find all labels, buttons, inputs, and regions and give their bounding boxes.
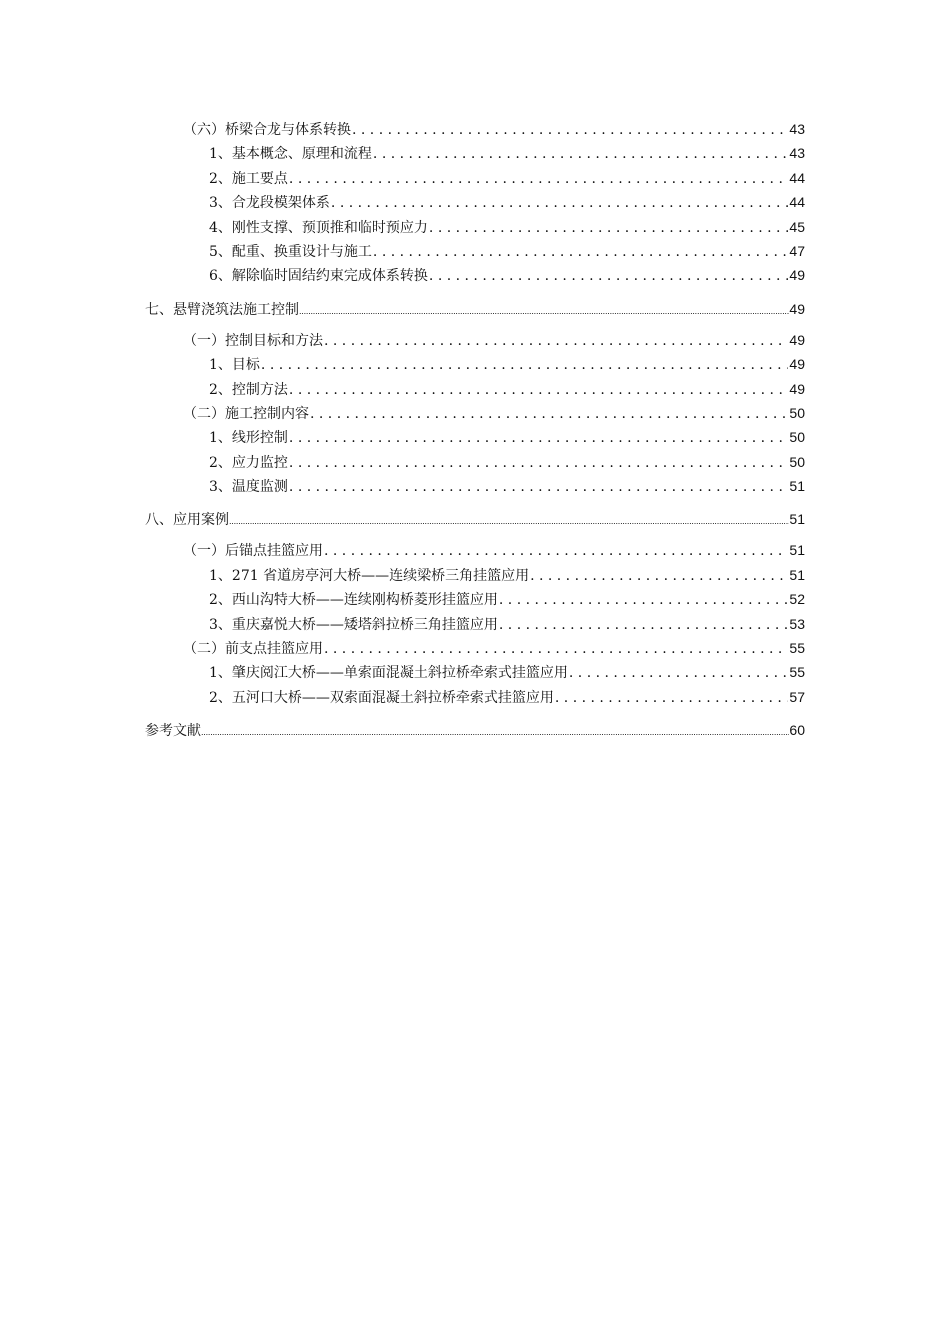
toc-entry-title: 七、悬臂浇筑法施工控制 (145, 300, 299, 317)
toc-dot-leader (555, 686, 789, 709)
table-of-contents (145, 117, 805, 749)
toc-dot-leader (289, 451, 789, 474)
toc-dot-leader (569, 661, 789, 684)
toc-entry-title: （一）后锚点挂篮应用 (183, 543, 323, 560)
toc-entry-title: 1、肇庆阅江大桥——单索面混凝土斜拉桥牵索式挂篮应用 (209, 665, 568, 682)
toc-entry-page-number: 47 (789, 242, 805, 259)
toc-entry-page-number: 49 (789, 300, 805, 317)
toc-entry-title: 2、西山沟特大桥——连续刚构桥菱形挂篮应用 (209, 592, 498, 609)
toc-entry-title: 2、应力监控 (209, 454, 288, 471)
toc-dot-leader (499, 588, 789, 611)
toc-entry[interactable] (145, 141, 805, 165)
toc-entry[interactable] (145, 685, 805, 709)
toc-entry-page-number: 51 (789, 542, 805, 559)
toc-entry[interactable] (145, 450, 805, 474)
toc-dot-leader (373, 240, 789, 263)
toc-entry[interactable] (145, 190, 805, 214)
toc-entry-page-number: 51 (789, 511, 805, 528)
toc-entry[interactable] (145, 352, 805, 376)
toc-entry-page-number: 51 (789, 478, 805, 495)
toc-dot-leader (289, 475, 789, 498)
toc-dot-leader (324, 637, 788, 660)
toc-entry-title: （二）前支点挂篮应用 (183, 641, 323, 658)
toc-entry-title: 6、解除临时固结约束完成体系转换 (209, 268, 428, 285)
toc-dot-leader (429, 216, 789, 239)
toc-dot-leader (289, 378, 789, 401)
toc-entry-title: 1、基本概念、原理和流程 (209, 146, 372, 163)
toc-entry-page-number: 49 (789, 356, 805, 373)
toc-dot-leader (299, 298, 789, 320)
toc-entry-page-number: 49 (789, 267, 805, 284)
toc-entry-title: 参考文献 (145, 722, 201, 739)
toc-entry-title: 1、271 省道房亭河大桥——连续梁桥三角挂篮应用 (209, 567, 530, 584)
toc-dot-leader (310, 402, 788, 425)
toc-dot-leader (289, 426, 789, 449)
toc-entry[interactable] (145, 719, 805, 741)
toc-entry[interactable] (145, 612, 805, 636)
toc-entry[interactable] (145, 239, 805, 263)
toc-entry-page-number: 44 (789, 169, 805, 186)
toc-entry-page-number: 55 (789, 640, 805, 657)
toc-entry-title: （一）控制目标和方法 (183, 332, 323, 349)
toc-entry[interactable] (145, 474, 805, 498)
toc-dot-leader (429, 264, 789, 287)
toc-entry-title: 1、线形控制 (209, 430, 288, 447)
toc-entry-title: 2、五河口大桥——双索面混凝土斜拉桥牵索式挂篮应用 (209, 689, 554, 706)
toc-entry-page-number: 50 (789, 404, 805, 421)
toc-dot-leader (201, 719, 789, 741)
toc-entry-title: （二）施工控制内容 (183, 405, 309, 422)
toc-entry-title: 2、控制方法 (209, 381, 288, 398)
toc-entry-page-number: 55 (789, 664, 805, 681)
toc-entry-page-number: 43 (789, 121, 805, 137)
toc-entry-title: 5、配重、换重设计与施工 (209, 243, 372, 260)
toc-entry-title: （六）桥梁合龙与体系转换 (183, 122, 351, 138)
toc-entry-page-number: 49 (789, 380, 805, 397)
toc-entry[interactable] (145, 328, 805, 352)
toc-entry[interactable] (145, 636, 805, 660)
toc-entry[interactable] (145, 401, 805, 425)
toc-entry-page-number: 52 (789, 591, 805, 608)
toc-dot-leader (352, 118, 788, 141)
toc-entry[interactable] (145, 298, 805, 320)
toc-dot-leader (229, 508, 789, 530)
toc-entry-title: 4、刚性支撑、预顶推和临时预应力 (209, 219, 428, 236)
toc-entry-page-number: 45 (789, 218, 805, 235)
toc-entry-page-number: 50 (789, 429, 805, 446)
toc-entry[interactable] (145, 425, 805, 449)
toc-entry[interactable] (145, 263, 805, 287)
toc-entry-title: 1、目标 (209, 357, 260, 374)
toc-dot-leader (530, 564, 788, 587)
toc-entry[interactable] (145, 117, 805, 141)
toc-entry-page-number: 57 (789, 688, 805, 705)
toc-entry[interactable] (145, 660, 805, 684)
toc-entry[interactable] (145, 538, 805, 562)
toc-entry[interactable] (145, 377, 805, 401)
toc-entry-title: 3、合龙段模架体系 (209, 195, 330, 212)
toc-dot-leader (289, 167, 789, 190)
toc-entry[interactable] (145, 508, 805, 530)
toc-dot-leader (373, 142, 789, 165)
toc-dot-leader (324, 329, 788, 352)
toc-dot-leader (324, 539, 788, 562)
toc-entry-page-number: 60 (789, 722, 805, 739)
toc-entry-title: 3、温度监测 (209, 479, 288, 496)
toc-entry-page-number: 51 (789, 566, 805, 583)
toc-entry-page-number: 43 (789, 145, 805, 162)
toc-entry-title: 八、应用案例 (145, 511, 229, 528)
toc-entry-title: 2、施工要点 (209, 170, 288, 187)
toc-entry[interactable] (145, 587, 805, 611)
toc-entry-page-number: 49 (789, 331, 805, 348)
toc-entry-page-number: 53 (789, 615, 805, 632)
toc-entry-title: 3、重庆嘉悦大桥——矮塔斜拉桥三角挂篮应用 (209, 616, 498, 633)
toc-dot-leader (261, 353, 789, 376)
toc-entry-page-number: 44 (789, 194, 805, 211)
toc-dot-leader (331, 191, 789, 214)
toc-entry[interactable] (145, 215, 805, 239)
toc-dot-leader (499, 613, 789, 636)
toc-entry[interactable] (145, 563, 805, 587)
toc-entry-page-number: 50 (789, 453, 805, 470)
toc-entry[interactable] (145, 166, 805, 190)
